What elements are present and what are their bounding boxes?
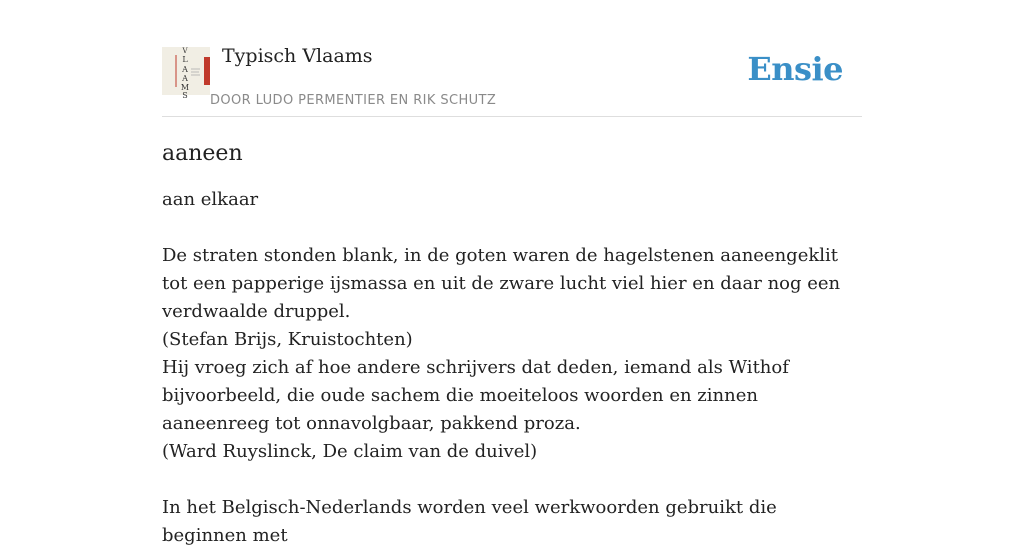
site-header [162, 40, 862, 117]
book-authors: DOOR LUDO PERMENTIER EN RIK SCHUTZ [210, 93, 497, 108]
entry-definition: aan elkaar [162, 189, 259, 210]
quote-source: (Ward Ruyslinck, De claim van de duivel) [162, 441, 538, 462]
avatar-letter: S [182, 91, 188, 100]
book-title-link[interactable]: Typisch Vlaams [222, 45, 373, 67]
avatar-letter: A [182, 65, 188, 74]
entry-note: In het Belgisch-Nederlands worden veel werkwoorden gebruikt die beginnen met [162, 497, 777, 546]
avatar-letter: L [182, 55, 188, 64]
book-cover-avatar[interactable] [162, 47, 210, 100]
avatar-letter: M [180, 83, 190, 92]
quote-text: De straten stonden blank, in de goten waren de hagelstenen aaneengeklit tot een papperige ijsmassa en uit de zware lucht viel hier en daar nog een verdwaalde druppel. [162, 245, 841, 322]
avatar-letter: V [182, 47, 188, 55]
paragraph-spacer [162, 466, 862, 494]
avatar-letter: A [182, 74, 188, 83]
entry-content [162, 138, 862, 550]
ensie-logo-link[interactable]: Ensie [747, 50, 843, 88]
quote-source: (Stefan Brijs, Kruistochten) [162, 329, 413, 350]
book-cover-icon [162, 47, 210, 100]
quote-text: Hij vroeg zich af hoe andere schrijvers dat deden, iemand als Withof bijvoorbeeld, die oude sachem die moeiteloos woorden en zinnen aaneenreeg tot onnavolgbaar, pakkend proza. [162, 357, 789, 434]
entry-headword: aaneen [162, 141, 243, 166]
